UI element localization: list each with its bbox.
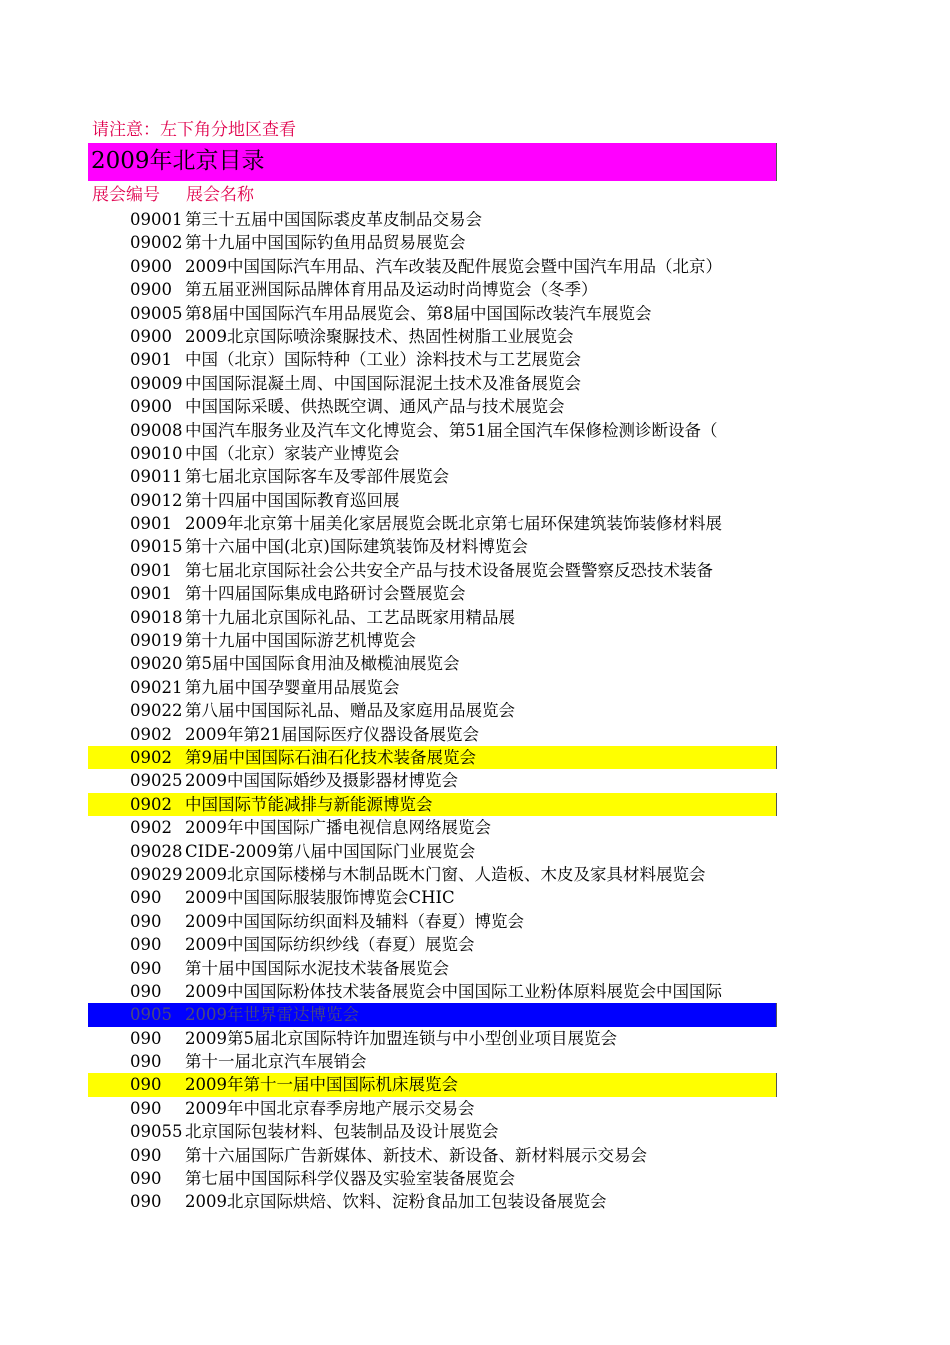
- table-row[interactable]: [0, 325, 950, 348]
- table-row[interactable]: [0, 1027, 950, 1050]
- exhibition-code: 090: [130, 888, 162, 908]
- exhibition-name: 第七届北京国际客车及零部件展览会: [185, 467, 449, 487]
- exhibition-name: 第五届亚洲国际品牌体育用品及运动时尚博览会（冬季）: [185, 280, 598, 300]
- exhibition-name: 2009年世界雷达博览会: [185, 1005, 359, 1025]
- exhibition-code: 090: [130, 958, 162, 978]
- table-row[interactable]: [0, 302, 950, 325]
- table-row[interactable]: [0, 652, 950, 675]
- table-row[interactable]: [0, 816, 950, 839]
- exhibition-code: 090: [130, 981, 162, 1001]
- exhibition-name: 2009年北京第十届美化家居展览会既北京第七届环保建筑装饰装修材料展: [185, 514, 722, 534]
- table-row[interactable]: [0, 231, 950, 254]
- exhibition-name: 第十四届国际集成电路研讨会暨展览会: [185, 584, 466, 604]
- table-row[interactable]: [0, 419, 950, 442]
- exhibition-code: 0900: [130, 256, 172, 276]
- table-row[interactable]: [0, 910, 950, 933]
- exhibition-name: 2009中国国际纺织面料及辅料（春夏）博览会: [185, 911, 524, 931]
- exhibition-code: 090: [130, 911, 162, 931]
- exhibition-code: 0900: [130, 326, 172, 346]
- exhibition-name: 中国国际节能减排与新能源博览会: [185, 794, 433, 814]
- exhibition-name: 2009中国国际粉体技术装备展览会中国国际工业粉体原料展览会中国国际: [185, 981, 722, 1001]
- table-row[interactable]: [0, 255, 950, 278]
- title-bar[interactable]: [88, 143, 777, 181]
- exhibition-code: 0902: [130, 794, 172, 814]
- exhibition-name: 2009北京国际楼梯与木制品既木门窗、人造板、木皮及家具材料展览会: [185, 864, 706, 884]
- table-row[interactable]: [88, 793, 777, 816]
- exhibition-code: 090: [130, 1192, 162, 1212]
- exhibition-name: 2009北京国际烘焙、饮料、淀粉食品加工包装设备展览会: [185, 1192, 607, 1212]
- table-row[interactable]: [0, 465, 950, 488]
- exhibition-name: 第十四届中国国际教育巡回展: [185, 490, 400, 510]
- exhibition-name: 第十六届中国(北京)国际建筑装饰及材料博览会: [185, 537, 528, 557]
- exhibition-name: 中国（北京）国际特种（工业）涂料技术与工艺展览会: [185, 350, 581, 370]
- exhibition-code: 090: [130, 1075, 162, 1095]
- exhibition-name: 第十九届中国国际游艺机博览会: [185, 631, 416, 651]
- exhibition-name: 第9届中国国际石油石化技术装备展览会: [185, 747, 476, 767]
- exhibition-name: 第十六届国际广告新媒体、新技术、新设备、新材料展示交易会: [185, 1145, 647, 1165]
- exhibition-name: 中国国际混凝土周、中国国际混泥土技术及准备展览会: [185, 373, 581, 393]
- table-row[interactable]: [0, 606, 950, 629]
- table-row[interactable]: [0, 769, 950, 792]
- exhibition-code: 09002: [130, 233, 183, 253]
- table-row[interactable]: [0, 372, 950, 395]
- table-row[interactable]: [0, 629, 950, 652]
- table-row[interactable]: [0, 676, 950, 699]
- exhibition-code: 09009: [130, 373, 183, 393]
- exhibition-name: 第八届中国国际礼品、赠品及家庭用品展览会: [185, 701, 515, 721]
- exhibition-name: 中国汽车服务业及汽车文化博览会、第51届全国汽车保修检测诊断设备（: [185, 420, 718, 440]
- exhibition-code: 0900: [130, 280, 172, 300]
- exhibition-code: 09001: [130, 210, 183, 229]
- exhibition-code: 09025: [130, 771, 183, 791]
- exhibition-name: 中国（北京）家装产业博览会: [185, 443, 400, 463]
- exhibition-name: CIDE-2009第八届中国国际门业展览会: [185, 841, 476, 861]
- table-row[interactable]: [0, 957, 950, 980]
- exhibition-code: 090: [130, 1098, 162, 1118]
- table-row[interactable]: [0, 1190, 950, 1213]
- exhibition-code: 09015: [130, 537, 183, 557]
- exhibition-list: [0, 208, 950, 1214]
- exhibition-name: 第十一届北京汽车展销会: [185, 1052, 367, 1072]
- exhibition-code: 09011: [130, 467, 183, 487]
- table-row[interactable]: [0, 933, 950, 956]
- table-row[interactable]: [0, 208, 950, 231]
- exhibition-name: 2009年第21届国际医疗仪器设备展览会: [185, 724, 479, 744]
- table-row[interactable]: [0, 559, 950, 582]
- table-row[interactable]: [0, 278, 950, 301]
- exhibition-code: 09005: [130, 303, 183, 323]
- exhibition-code: 0900: [130, 397, 172, 417]
- exhibition-code: 09020: [130, 654, 183, 674]
- exhibition-name: 第七届中国国际科学仪器及实验室装备展览会: [185, 1169, 515, 1189]
- exhibition-code: 0902: [130, 747, 172, 767]
- table-row[interactable]: [0, 395, 950, 418]
- table-row[interactable]: [0, 1120, 950, 1143]
- exhibition-code: 0901: [130, 584, 172, 604]
- exhibition-code: 0901: [130, 350, 172, 370]
- exhibition-name: 2009中国国际婚纱及摄影器材博览会: [185, 771, 458, 791]
- exhibition-code: 09018: [130, 607, 183, 627]
- table-row[interactable]: [0, 1167, 950, 1190]
- exhibition-name: 第三十五届中国国际裘皮革皮制品交易会: [185, 210, 482, 229]
- exhibition-code: 090: [130, 1169, 162, 1189]
- exhibition-name: 第8届中国国际汽车用品展览会、第8届中国国际改装汽车展览会: [185, 303, 652, 323]
- table-row[interactable]: [0, 489, 950, 512]
- exhibition-name: 第5届中国国际食用油及橄榄油展览会: [185, 654, 460, 674]
- table-row[interactable]: [0, 1144, 950, 1167]
- exhibition-code: 09010: [130, 443, 183, 463]
- exhibition-code: 09029: [130, 864, 183, 884]
- table-row[interactable]: [0, 723, 950, 746]
- exhibition-name: 第七届北京国际社会公共安全产品与技术设备展览会暨警察反恐技术装备: [185, 560, 713, 580]
- exhibition-code: 09022: [130, 701, 183, 721]
- table-row[interactable]: [0, 886, 950, 909]
- table-row[interactable]: [0, 863, 950, 886]
- table-row[interactable]: [0, 348, 950, 371]
- exhibition-code: 09019: [130, 631, 183, 651]
- exhibition-code: 09012: [130, 490, 183, 510]
- exhibition-name: 第十九届北京国际礼品、工艺品既家用精品展: [185, 607, 515, 627]
- exhibition-name: 第十九届中国国际钓鱼用品贸易展览会: [185, 233, 466, 253]
- exhibition-name: 第十届中国国际水泥技术装备展览会: [185, 958, 449, 978]
- exhibition-name: 2009北京国际喷涂聚脲技术、热固性树脂工业展览会: [185, 326, 574, 346]
- exhibition-name: 北京国际包装材料、包装制品及设计展览会: [185, 1122, 499, 1142]
- page-title: 2009年北京目录: [91, 148, 265, 174]
- table-row[interactable]: [0, 1050, 950, 1073]
- table-row[interactable]: [0, 582, 950, 605]
- exhibition-name: 第九届中国孕婴童用品展览会: [185, 677, 400, 697]
- exhibition-name: 2009第5届北京国际特许加盟连锁与中小型创业项目展览会: [185, 1028, 617, 1048]
- table-row[interactable]: [0, 699, 950, 722]
- table-row[interactable]: [0, 512, 950, 535]
- table-row[interactable]: [88, 1073, 777, 1096]
- table-row[interactable]: [0, 442, 950, 465]
- exhibition-code: 090: [130, 1052, 162, 1072]
- column-header-name[interactable]: 展会名称: [186, 185, 254, 205]
- exhibition-name: 2009中国国际汽车用品、汽车改装及配件展览会暨中国汽车用品（北京）: [185, 256, 722, 276]
- exhibition-code: 090: [130, 935, 162, 955]
- column-header-row: [92, 184, 254, 206]
- exhibition-name: 中国国际采暖、供热既空调、通风产品与技术展览会: [185, 397, 565, 417]
- exhibition-name: 2009中国国际纺织纱线（春夏）展览会: [185, 935, 475, 955]
- table-row[interactable]: [0, 535, 950, 558]
- exhibition-name: 2009中国国际服装服饰博览会CHIC: [185, 888, 455, 908]
- exhibition-code: 0902: [130, 724, 172, 744]
- exhibition-code: 0901: [130, 560, 172, 580]
- table-row[interactable]: [88, 746, 777, 769]
- table-row[interactable]: [88, 1003, 777, 1026]
- exhibition-name: 2009年中国国际广播电视信息网络展览会: [185, 818, 491, 838]
- exhibition-name: 2009年中国北京春季房地产展示交易会: [185, 1098, 475, 1118]
- notice-text: 请注意：左下角分地区查看: [92, 120, 296, 140]
- exhibition-code: 0905: [130, 1005, 172, 1025]
- column-header-code[interactable]: 展会编号: [92, 185, 160, 205]
- exhibition-code: 09021: [130, 677, 183, 697]
- exhibition-code: 09055: [130, 1122, 183, 1142]
- table-row[interactable]: [0, 980, 950, 1003]
- exhibition-code: 09028: [130, 841, 183, 861]
- exhibition-code: 090: [130, 1028, 162, 1048]
- table-row[interactable]: [0, 840, 950, 863]
- table-row[interactable]: [0, 1097, 950, 1120]
- exhibition-name: 2009年第十一届中国国际机床展览会: [185, 1075, 458, 1095]
- exhibition-code: 0902: [130, 818, 172, 838]
- exhibition-code: 0901: [130, 514, 172, 534]
- exhibition-code: 09008: [130, 420, 183, 440]
- exhibition-code: 090: [130, 1145, 162, 1165]
